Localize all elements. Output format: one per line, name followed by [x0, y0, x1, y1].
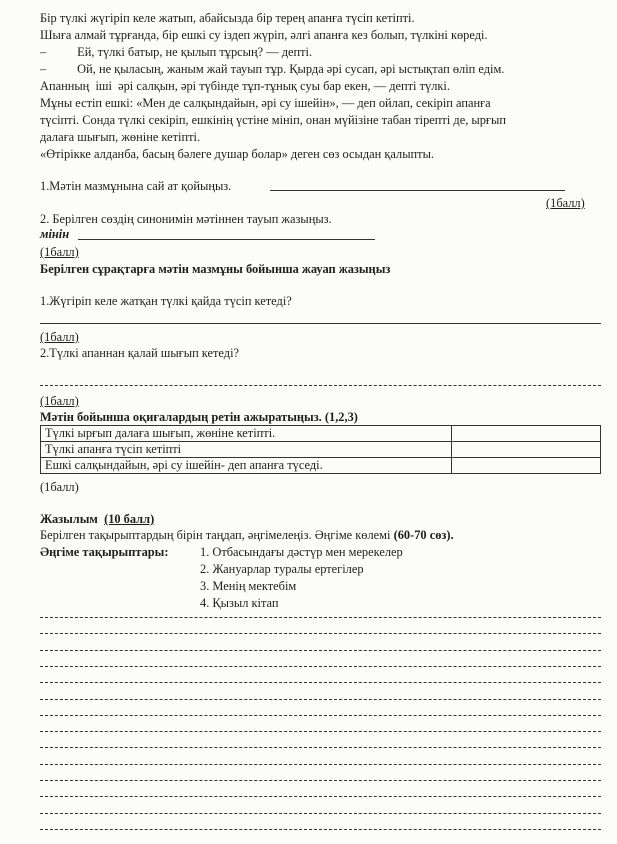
writing-line[interactable] [40, 633, 601, 634]
writing-title-row [40, 511, 154, 527]
order-row-number-cell[interactable] [452, 442, 601, 458]
task2-question: 2. Берілген сөздің синонимін мәтіннен тауып жазыңыз. [40, 212, 332, 226]
story-line-6: Мұны естіп ешкі: «Мен де салқындайын, әрі су ішейін», — деп ойлап, секіріп апанға [40, 96, 491, 110]
order-row [41, 442, 601, 458]
task2-answer-line[interactable] [78, 239, 375, 240]
writing-line[interactable] [40, 829, 601, 830]
task2-score: (1балл) [40, 245, 79, 259]
writing-line[interactable] [40, 650, 601, 651]
story-line-8: далаға шығып, жөніне кетіпті. [40, 130, 201, 144]
order-row-number-cell[interactable] [452, 426, 601, 442]
order-row-text: Түлкі апанға түсіп кетіпті [41, 442, 452, 458]
task1-question: 1.Мәтін мазмұнына сай ат қойыңыз. [40, 179, 232, 193]
order-table [40, 425, 601, 474]
writing-topic-1: 1. Отбасындағы дәстүр мен мерекелер [200, 545, 403, 559]
writing-volume: (60-70 сөз). [393, 528, 454, 542]
writing-line[interactable] [40, 617, 601, 618]
answer-q1-line[interactable] [40, 323, 601, 324]
story-line-4: – Ой, не қыласың, жаным жай тауып тұр. Қырда әрі сусап, әрі ыстықтап өліп едім. [40, 62, 505, 76]
answer-q2: 2.Түлкі апаннан қалай шығып кетеді? [40, 346, 240, 360]
writing-line[interactable] [40, 666, 601, 667]
order-row-text: Түлкі ырғып далаға шығып, жөніне кетіпті. [41, 426, 452, 442]
story-line-5: Апанның іші әрі салқын, әрі түбінде тұп-тұнық суы бар екен, — депті түлкі. [40, 79, 450, 93]
writing-line[interactable] [40, 682, 601, 683]
order-row-text: Ешкі салқындайын, әрі су ішейін- деп апанға түседі. [41, 458, 452, 474]
answer-q2-line[interactable] [40, 385, 601, 386]
writing-line[interactable] [40, 747, 601, 748]
story-line-1: Бір түлкі жүгіріп келе жатып, абайсызда бір терең апанға түсіп кетіпті. [40, 11, 415, 25]
writing-instruction-row [40, 527, 454, 543]
writing-topic-2: 2. Жануарлар туралы ертегілер [200, 562, 364, 576]
writing-title: Жазылым [40, 512, 98, 526]
order-row-number-cell[interactable] [452, 458, 601, 474]
writing-line[interactable] [40, 813, 601, 814]
answer-q1-score: (1балл) [40, 330, 79, 344]
writing-line[interactable] [40, 731, 601, 732]
writing-points: (10 балл) [104, 512, 155, 526]
story-line-9: «Өтірікке алданба, басың бәлеге душар болар» деген сөз осыдан қалыпты. [40, 147, 434, 161]
answer-section-heading: Берілген сұрақтарға мәтін мазмұны бойынша жауап жазыңыз [40, 262, 391, 276]
order-section-heading: Мәтін бойынша оқиғалардың ретін ажыратыңыз. (1,2,3) [40, 410, 358, 424]
writing-line[interactable] [40, 699, 601, 700]
order-row [41, 426, 601, 442]
task2-word: мінін [40, 227, 70, 241]
writing-line[interactable] [40, 796, 601, 797]
story-line-7: түсіпті. Сонда түлкі секіріп, ешкінің үстіне мініп, онан мүйізіне табан тірепті де, ырғып [40, 113, 506, 127]
writing-topic-3: 3. Менің мектебім [200, 579, 297, 593]
writing-line[interactable] [40, 764, 601, 765]
story-line-2: Шыға алмай тұрғанда, бір ешкі су іздеп жүріп, әлгі апанға кез болып, түлкіні көреді. [40, 28, 488, 42]
writing-instruction: Берілген тақырыптардың бірін таңдап, әңгімелеңіз. Әңгіме көлемі [40, 528, 391, 542]
task1-answer-line[interactable] [270, 190, 565, 191]
writing-line[interactable] [40, 780, 601, 781]
story-line-3: – Ей, түлкі батыр, не қылып тұрсың? — депті. [40, 45, 313, 59]
writing-topic-4: 4. Қызыл кітап [200, 596, 279, 610]
task1-score: (1балл) [546, 196, 585, 210]
writing-line[interactable] [40, 715, 601, 716]
answer-q1: 1.Жүгіріп келе жатқан түлкі қайда түсіп кетеді? [40, 294, 292, 308]
order-score: (1балл) [40, 480, 79, 494]
order-row [41, 458, 601, 474]
writing-topics-label: Әңгіме тақырыптары: [40, 545, 169, 559]
answer-q2-score: (1балл) [40, 394, 79, 408]
